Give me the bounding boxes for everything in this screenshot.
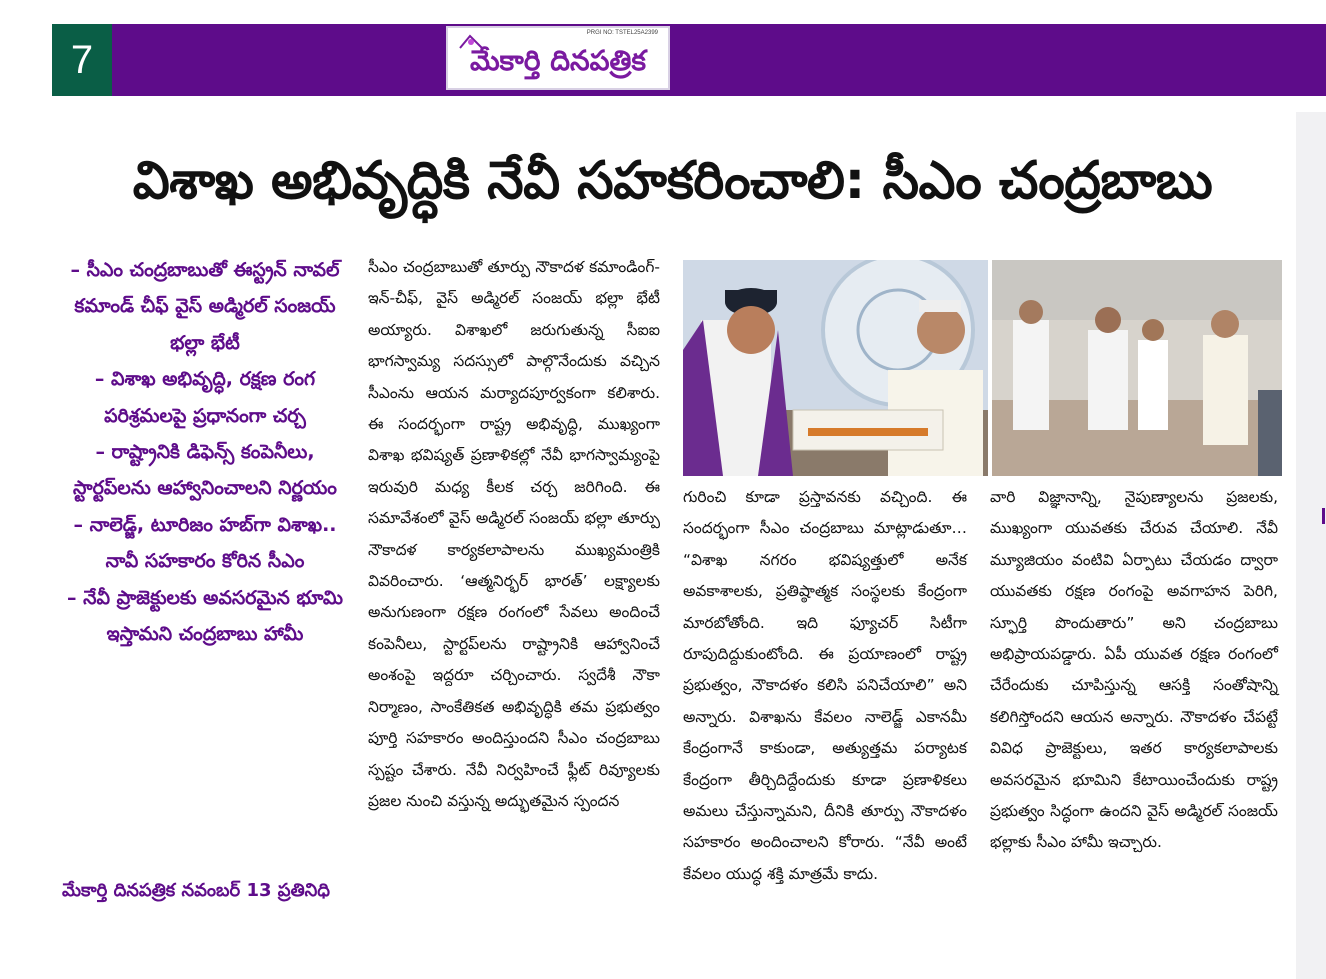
page-number: 7 [52, 24, 112, 96]
highlight-item: – రాష్ట్రానికి డిఫెన్స్ కంపెనీలు, స్టార్టప్‌లను ఆహ్వానించాలని నిర్ణయం [73, 441, 337, 500]
top-banner [52, 24, 1326, 96]
article-photo [683, 260, 1282, 476]
adjacent-page-edge [1296, 112, 1326, 979]
highlight-item: – విశాఖ అభివృద్ధి, రక్షణ రంగ పరిశ్రమలపై ప్రధానంగా చర్చ [94, 368, 316, 427]
article-column-3 [990, 482, 1278, 859]
column-text: వారి విజ్ఞానాన్ని, నైపుణ్యాలను ప్రజలకు, ముఖ్యంగా యువతకు చేరువ చేయాలి. నేవీ మ్యూజియం వంటివి ఏర్పాటు చేయడం ద్వారా యువతకు రక్షణ రంగంపై అవగాహన పెరిగి, స్ఫూర్తి పొందుతారు” అని చంద్రబాబు అభిప్రాయపడ్డారు. ఏపీ యువత రక్షణ రంగంలో చేరేందుకు చూపిస్తున్న ఆసక్తి సంతోషాన్ని కలిగిస్తోందని ఆయన అన్నారు. నౌకాదళం చేపట్టే వివిధ ప్రాజెక్టులు, ఇతర కార్యకలాపాలకు అవసరమైన భూమిని కేటాయించేందుకు రాష్ట్ర ప్రభుత్వం సిద్ధంగా ఉందని వైస్ అడ్మిరల్ సంజయ్ భల్లాకు సీఎం హామీ ఇచ్చారు. [990, 488, 1278, 852]
column-text: గురించి కూడా ప్రస్తావనకు వచ్చింది. ఈ సందర్భంగా సీఎం చంద్రబాబు మాట్లాడుతూ… “విశాఖ నగరం భవిష్యత్తులో అనేక అవకాశాలకు, ప్రతిష్ఠాత్మక సంస్థలకు కేంద్రంగా మారబోతోంది. ఇది ఫ్యూచర్ సిటీగా రూపుదిద్దుకుంటోంది. ఈ ప్రయాణంలో రాష్ట్ర ప్రభుత్వం, నౌకాదళం కలిసి పనిచేయాలి” అని అన్నారు. విశాఖను కేవలం నాలెడ్జ్ ఎకానమీ కేంద్రంగానే కాకుండా, అత్యుత్తమ పర్యాటక కేంద్రంగా తీర్చిదిద్దేందుకు కూడా ప్రణాళికలు అమలు చేస్తున్నామని, దీనికి తూర్పు నౌకాదళం సహకారం అందించాలని కోరారు. “నేవీ అంటే కేవలం యుద్ధ శక్తి మాత్రమే కాదు. [683, 488, 967, 883]
edge-marker [1322, 508, 1325, 524]
dateline-byline: మేకార్తి దినపత్రిక నవంబర్ 13 ప్రతినిధి [62, 880, 331, 901]
article-headline: విశాఖ అభివృద్ధికి నేవీ సహకరించాలి: సీఎం చంద్రబాబు [132, 151, 1213, 211]
article-column-1 [368, 252, 660, 817]
masthead-title: మేకార్తి దినపత్రిక [469, 44, 647, 77]
column-text: సీఎం చంద్రబాబుతో తూర్పు నౌకాదళ కమాండింగ్-ఇన్-చీఫ్, వైస్ అడ్మిరల్ సంజయ్ భల్లా భేటీ అయ్యారు. విశాఖలో జరుగుతున్న సీఐఐ భాగస్వామ్య సదస్సులో పాల్గొనేందుకు వచ్చిన సీఎంను ఆయన మర్యాదపూర్వకంగా కలిశారు. ఈ సందర్భంగా రాష్ట్ర అభివృద్ధి, ముఖ్యంగా విశాఖ భవిష్యత్ ప్రణాళికల్లో నేవీ భాగస్వామ్యంపై ఇరువురి మధ్య కీలక చర్చ జరిగింది. ఈ సమావేశంలో వైస్ అడ్మిరల్ సంజయ్ భల్లా తూర్పు నౌకాదళ కార్యకలాపాలను ముఖ్యమంత్రికి వివరించారు. ‘ఆత్మనిర్భర్ భారత్’ లక్ష్యాలకు అనుగుణంగా రక్షణ రంగంలో సేవలు అందించే కంపెనీలు, స్టార్టప్‌లను రాష్ట్రానికి ఆహ్వానించే అంశంపై ఇద్దరూ చర్చించారు. స్వదేశీ నౌకా నిర్మాణం, సాంకేతికత అభివృద్ధికి తమ ప్రభుత్వం పూర్తి సహకారం అందిస్తుందని సీఎం చంద్రబాబు స్పష్టం చేశారు. నేవీ నిర్వహించే ఫ్లీట్ రివ్యూలకు ప్రజల నుంచి వస్తున్న అద్భుతమైన స్పందన [368, 258, 660, 810]
highlights-box [60, 252, 350, 860]
article-column-2 [683, 482, 967, 890]
highlight-item: – నేవీ ప్రాజెక్టులకు అవసరమైన భూమి ఇస్తామని చంద్రబాబు హామీ [67, 586, 343, 646]
highlight-item: – నాలెడ్జ్, టూరిజం హబ్‌గా విశాఖ.. నావీ సహకారం కోరిన సీఎం [73, 513, 337, 573]
masthead [446, 26, 670, 90]
meeting-photo-illustration [683, 260, 1282, 476]
highlight-item: – సీఎం చంద్రబాబుతో ఈస్ట్రన్ నావల్ కమాండ్ చీఫ్ వైస్ అడ్మిరల్ సంజయ్ భల్లా భేటీ [70, 259, 340, 354]
masthead-reg-no: PRGI NO: TSTEL25A2399 [586, 30, 658, 36]
